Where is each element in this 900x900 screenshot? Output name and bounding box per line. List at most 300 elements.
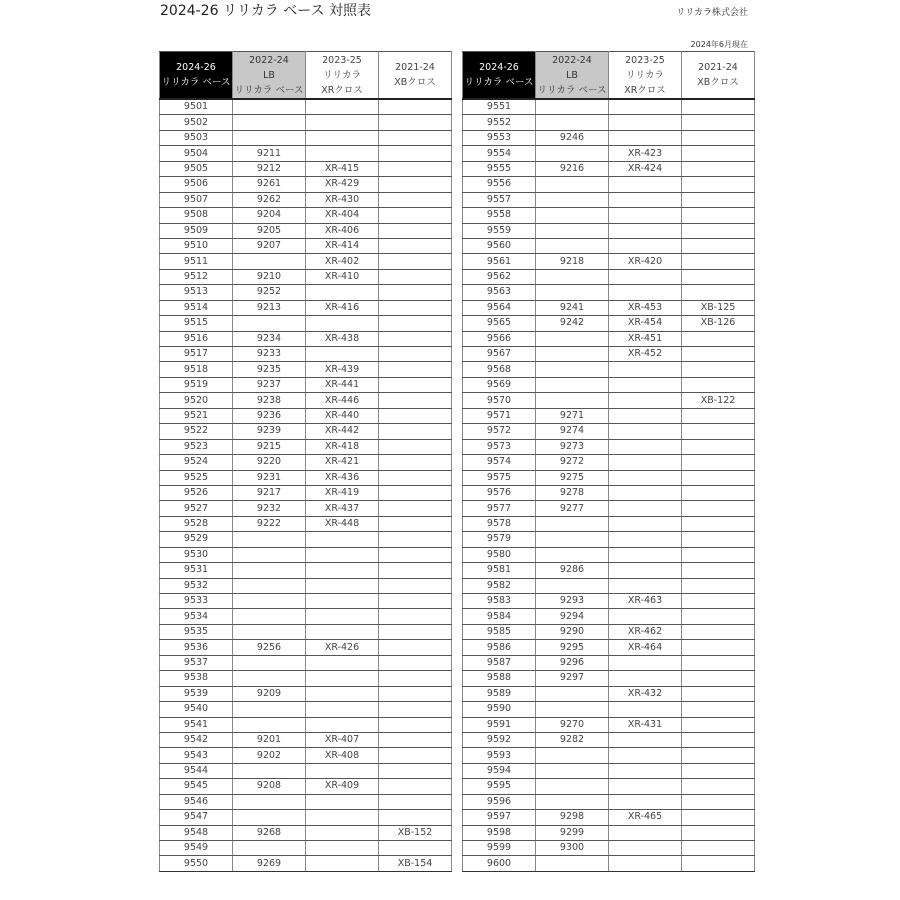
cell-xb-2021-24 bbox=[379, 578, 452, 593]
cell-xr-2023-25: XR-426 bbox=[306, 640, 379, 655]
cell-base-2024-26: 9526 bbox=[160, 485, 233, 500]
table-row bbox=[463, 285, 755, 300]
cell-xr-2023-25 bbox=[609, 841, 682, 856]
cell-xr-2023-25 bbox=[306, 609, 379, 624]
cell-xb-2021-24 bbox=[379, 115, 452, 130]
table-row bbox=[160, 316, 452, 331]
cell-lb-2022-24 bbox=[233, 254, 306, 269]
table-row bbox=[463, 455, 755, 470]
table-row bbox=[463, 192, 755, 207]
cell-xb-2021-24 bbox=[682, 732, 755, 747]
table-row bbox=[160, 516, 452, 531]
cell-xr-2023-25 bbox=[609, 269, 682, 284]
cell-xr-2023-25 bbox=[609, 455, 682, 470]
cell-xb-2021-24 bbox=[379, 501, 452, 516]
cell-xb-2021-24 bbox=[682, 516, 755, 531]
table-row bbox=[160, 177, 452, 192]
table-row bbox=[160, 686, 452, 701]
table-row bbox=[160, 779, 452, 794]
table-row bbox=[160, 99, 452, 115]
cell-xb-2021-24 bbox=[379, 686, 452, 701]
header-line: リリカラ bbox=[626, 69, 664, 81]
cell-xr-2023-25 bbox=[609, 748, 682, 763]
cell-lb-2022-24 bbox=[536, 269, 609, 284]
header-base-2024-26 bbox=[160, 52, 233, 100]
cell-xb-2021-24 bbox=[682, 115, 755, 130]
cell-xr-2023-25 bbox=[609, 99, 682, 115]
cell-lb-2022-24 bbox=[233, 810, 306, 825]
table-row bbox=[463, 99, 755, 115]
cell-base-2024-26: 9571 bbox=[463, 408, 536, 423]
table-row bbox=[463, 146, 755, 161]
cell-base-2024-26: 9581 bbox=[463, 563, 536, 578]
cell-lb-2022-24: 9277 bbox=[536, 501, 609, 516]
cell-lb-2022-24 bbox=[233, 99, 306, 115]
table-row bbox=[463, 238, 755, 253]
cell-lb-2022-24 bbox=[233, 130, 306, 145]
cell-base-2024-26: 9522 bbox=[160, 424, 233, 439]
cell-xr-2023-25: XR-438 bbox=[306, 331, 379, 346]
cell-base-2024-26: 9509 bbox=[160, 223, 233, 238]
cell-base-2024-26: 9518 bbox=[160, 362, 233, 377]
header-xr-2023-25 bbox=[306, 52, 379, 100]
cell-xb-2021-24 bbox=[379, 146, 452, 161]
table-row bbox=[160, 223, 452, 238]
cell-xr-2023-25: XR-441 bbox=[306, 377, 379, 392]
table-row bbox=[463, 408, 755, 423]
cell-lb-2022-24: 9210 bbox=[233, 269, 306, 284]
cell-xb-2021-24 bbox=[682, 825, 755, 840]
cell-base-2024-26: 9590 bbox=[463, 702, 536, 717]
cell-base-2024-26: 9536 bbox=[160, 640, 233, 655]
cell-base-2024-26: 9538 bbox=[160, 671, 233, 686]
table-row bbox=[160, 856, 452, 871]
cell-xb-2021-24 bbox=[379, 810, 452, 825]
cell-lb-2022-24 bbox=[233, 316, 306, 331]
cell-xr-2023-25: XR-420 bbox=[609, 254, 682, 269]
cell-xr-2023-25 bbox=[306, 285, 379, 300]
cell-lb-2022-24: 9205 bbox=[233, 223, 306, 238]
cell-xb-2021-24 bbox=[379, 779, 452, 794]
table-row bbox=[463, 377, 755, 392]
cell-xb-2021-24 bbox=[379, 347, 452, 362]
cell-xb-2021-24 bbox=[379, 470, 452, 485]
cell-base-2024-26: 9514 bbox=[160, 300, 233, 315]
cell-xb-2021-24 bbox=[682, 254, 755, 269]
cell-lb-2022-24 bbox=[233, 655, 306, 670]
cell-base-2024-26: 9534 bbox=[160, 609, 233, 624]
cell-base-2024-26: 9528 bbox=[160, 516, 233, 531]
table-row bbox=[463, 609, 755, 624]
table-row bbox=[463, 177, 755, 192]
cell-base-2024-26: 9568 bbox=[463, 362, 536, 377]
cell-xb-2021-24 bbox=[682, 331, 755, 346]
cell-lb-2022-24: 9215 bbox=[233, 439, 306, 454]
cell-xr-2023-25: XR-430 bbox=[306, 192, 379, 207]
table-row bbox=[463, 794, 755, 809]
cell-base-2024-26: 9533 bbox=[160, 594, 233, 609]
table-row bbox=[463, 300, 755, 315]
table-row bbox=[463, 547, 755, 562]
comparison-table-right bbox=[462, 51, 755, 872]
header-xb-2021-24 bbox=[682, 52, 755, 100]
table-row bbox=[160, 393, 452, 408]
cell-xb-2021-24 bbox=[682, 285, 755, 300]
cell-xr-2023-25: XR-431 bbox=[609, 717, 682, 732]
cell-xr-2023-25 bbox=[306, 856, 379, 871]
cell-lb-2022-24 bbox=[233, 532, 306, 547]
cell-lb-2022-24 bbox=[233, 578, 306, 593]
cell-xb-2021-24 bbox=[379, 362, 452, 377]
cell-xr-2023-25 bbox=[306, 594, 379, 609]
cell-xr-2023-25 bbox=[609, 671, 682, 686]
cell-base-2024-26: 9513 bbox=[160, 285, 233, 300]
cell-base-2024-26: 9583 bbox=[463, 594, 536, 609]
cell-lb-2022-24 bbox=[536, 331, 609, 346]
cell-lb-2022-24: 9208 bbox=[233, 779, 306, 794]
table-row bbox=[160, 192, 452, 207]
cell-xr-2023-25: XR-452 bbox=[609, 347, 682, 362]
cell-xb-2021-24 bbox=[379, 377, 452, 392]
cell-xr-2023-25 bbox=[306, 717, 379, 732]
cell-xr-2023-25: XR-453 bbox=[609, 300, 682, 315]
cell-xb-2021-24 bbox=[379, 563, 452, 578]
cell-lb-2022-24 bbox=[233, 594, 306, 609]
cell-xr-2023-25: XR-424 bbox=[609, 161, 682, 176]
cell-xb-2021-24 bbox=[379, 254, 452, 269]
cell-lb-2022-24 bbox=[536, 115, 609, 130]
table-row bbox=[463, 223, 755, 238]
table-row bbox=[160, 547, 452, 562]
cell-xb-2021-24 bbox=[379, 455, 452, 470]
cell-xb-2021-24 bbox=[682, 408, 755, 423]
cell-lb-2022-24: 9256 bbox=[233, 640, 306, 655]
table-row bbox=[463, 624, 755, 639]
cell-lb-2022-24: 9220 bbox=[233, 455, 306, 470]
table-row bbox=[463, 640, 755, 655]
cell-base-2024-26: 9586 bbox=[463, 640, 536, 655]
cell-lb-2022-24: 9213 bbox=[233, 300, 306, 315]
company-name: リリカラ株式会社 bbox=[676, 8, 748, 18]
cell-xb-2021-24 bbox=[682, 810, 755, 825]
table-row bbox=[160, 362, 452, 377]
cell-xb-2021-24 bbox=[682, 223, 755, 238]
header-line: 2021-24 bbox=[395, 62, 435, 73]
cell-xb-2021-24 bbox=[682, 748, 755, 763]
cell-lb-2022-24: 9290 bbox=[536, 624, 609, 639]
cell-xb-2021-24 bbox=[379, 594, 452, 609]
cell-xr-2023-25 bbox=[609, 609, 682, 624]
cell-xr-2023-25 bbox=[609, 485, 682, 500]
cell-xb-2021-24 bbox=[682, 717, 755, 732]
cell-lb-2022-24 bbox=[536, 532, 609, 547]
cell-xr-2023-25 bbox=[609, 223, 682, 238]
cell-lb-2022-24 bbox=[536, 686, 609, 701]
cell-base-2024-26: 9559 bbox=[463, 223, 536, 238]
table-row bbox=[160, 408, 452, 423]
cell-xb-2021-24 bbox=[682, 208, 755, 223]
cell-lb-2022-24 bbox=[536, 547, 609, 562]
cell-base-2024-26: 9507 bbox=[160, 192, 233, 207]
cell-xr-2023-25: XR-432 bbox=[609, 686, 682, 701]
cell-xr-2023-25: XR-440 bbox=[306, 408, 379, 423]
cell-xb-2021-24 bbox=[379, 238, 452, 253]
cell-lb-2022-24: 9269 bbox=[233, 856, 306, 871]
cell-xr-2023-25 bbox=[306, 146, 379, 161]
cell-lb-2022-24: 9298 bbox=[536, 810, 609, 825]
cell-xr-2023-25: XR-451 bbox=[609, 331, 682, 346]
table-row bbox=[160, 439, 452, 454]
cell-xr-2023-25 bbox=[609, 115, 682, 130]
cell-base-2024-26: 9516 bbox=[160, 331, 233, 346]
table-row bbox=[160, 841, 452, 856]
table-row bbox=[463, 841, 755, 856]
cell-base-2024-26: 9503 bbox=[160, 130, 233, 145]
cell-lb-2022-24 bbox=[536, 856, 609, 871]
cell-base-2024-26: 9554 bbox=[463, 146, 536, 161]
cell-base-2024-26: 9502 bbox=[160, 115, 233, 130]
cell-xr-2023-25 bbox=[609, 563, 682, 578]
cell-base-2024-26: 9529 bbox=[160, 532, 233, 547]
cell-lb-2022-24 bbox=[233, 702, 306, 717]
cell-lb-2022-24: 9270 bbox=[536, 717, 609, 732]
cell-base-2024-26: 9540 bbox=[160, 702, 233, 717]
header-line: XBクロス bbox=[697, 77, 739, 88]
cell-xb-2021-24 bbox=[379, 485, 452, 500]
cell-xr-2023-25 bbox=[306, 347, 379, 362]
cell-xb-2021-24 bbox=[379, 532, 452, 547]
table-row bbox=[160, 424, 452, 439]
cell-lb-2022-24: 9222 bbox=[233, 516, 306, 531]
cell-base-2024-26: 9553 bbox=[463, 130, 536, 145]
table-row bbox=[160, 254, 452, 269]
cell-xr-2023-25 bbox=[306, 671, 379, 686]
cell-xb-2021-24 bbox=[379, 300, 452, 315]
cell-xr-2023-25 bbox=[306, 624, 379, 639]
table-row bbox=[160, 609, 452, 624]
table-row bbox=[463, 779, 755, 794]
table-row bbox=[160, 794, 452, 809]
cell-xb-2021-24 bbox=[379, 331, 452, 346]
cell-base-2024-26: 9521 bbox=[160, 408, 233, 423]
cell-lb-2022-24 bbox=[536, 702, 609, 717]
cell-base-2024-26: 9517 bbox=[160, 347, 233, 362]
cell-xr-2023-25 bbox=[609, 732, 682, 747]
table-row bbox=[463, 578, 755, 593]
cell-base-2024-26: 9556 bbox=[463, 177, 536, 192]
table-row bbox=[160, 717, 452, 732]
cell-base-2024-26: 9506 bbox=[160, 177, 233, 192]
header-line: 2022-24 bbox=[552, 54, 592, 66]
table-row bbox=[160, 269, 452, 284]
table-row bbox=[160, 640, 452, 655]
cell-xr-2023-25 bbox=[609, 516, 682, 531]
cell-xb-2021-24 bbox=[379, 130, 452, 145]
cell-xb-2021-24 bbox=[379, 161, 452, 176]
cell-base-2024-26: 9532 bbox=[160, 578, 233, 593]
cell-xb-2021-24 bbox=[682, 609, 755, 624]
cell-xb-2021-24 bbox=[682, 841, 755, 856]
cell-base-2024-26: 9504 bbox=[160, 146, 233, 161]
table-row bbox=[463, 594, 755, 609]
table-row bbox=[160, 810, 452, 825]
cell-xb-2021-24 bbox=[379, 208, 452, 223]
cell-xb-2021-24 bbox=[682, 362, 755, 377]
cell-base-2024-26: 9551 bbox=[463, 99, 536, 115]
cell-xr-2023-25 bbox=[306, 99, 379, 115]
cell-base-2024-26: 9520 bbox=[160, 393, 233, 408]
cell-xr-2023-25: XR-446 bbox=[306, 393, 379, 408]
table-row bbox=[463, 748, 755, 763]
cell-lb-2022-24 bbox=[233, 794, 306, 809]
table-row bbox=[463, 655, 755, 670]
table-row bbox=[160, 594, 452, 609]
cell-xb-2021-24 bbox=[379, 732, 452, 747]
cell-lb-2022-24: 9274 bbox=[536, 424, 609, 439]
cell-lb-2022-24 bbox=[536, 238, 609, 253]
cell-base-2024-26: 9547 bbox=[160, 810, 233, 825]
cell-xr-2023-25 bbox=[609, 377, 682, 392]
table-row bbox=[160, 825, 452, 840]
cell-base-2024-26: 9599 bbox=[463, 841, 536, 856]
cell-base-2024-26: 9550 bbox=[160, 856, 233, 871]
cell-lb-2022-24: 9241 bbox=[536, 300, 609, 315]
cell-xb-2021-24 bbox=[379, 748, 452, 763]
cell-lb-2022-24 bbox=[233, 547, 306, 562]
table-row bbox=[463, 686, 755, 701]
cell-xb-2021-24 bbox=[682, 377, 755, 392]
cell-base-2024-26: 9593 bbox=[463, 748, 536, 763]
table-row bbox=[160, 455, 452, 470]
table-row bbox=[160, 702, 452, 717]
cell-lb-2022-24 bbox=[536, 794, 609, 809]
as-of-date: 2024年6月現在 bbox=[690, 40, 748, 49]
cell-base-2024-26: 9523 bbox=[160, 439, 233, 454]
cell-lb-2022-24 bbox=[536, 177, 609, 192]
cell-xb-2021-24 bbox=[682, 640, 755, 655]
cell-xr-2023-25 bbox=[306, 578, 379, 593]
cell-lb-2022-24: 9275 bbox=[536, 470, 609, 485]
table-row bbox=[160, 208, 452, 223]
cell-lb-2022-24: 9201 bbox=[233, 732, 306, 747]
cell-base-2024-26: 9563 bbox=[463, 285, 536, 300]
cell-xb-2021-24 bbox=[379, 640, 452, 655]
cell-base-2024-26: 9537 bbox=[160, 655, 233, 670]
cell-xr-2023-25 bbox=[306, 702, 379, 717]
table-row bbox=[160, 501, 452, 516]
cell-base-2024-26: 9524 bbox=[160, 455, 233, 470]
table-row bbox=[463, 161, 755, 176]
cell-base-2024-26: 9519 bbox=[160, 377, 233, 392]
cell-base-2024-26: 9561 bbox=[463, 254, 536, 269]
cell-xr-2023-25 bbox=[609, 779, 682, 794]
cell-base-2024-26: 9546 bbox=[160, 794, 233, 809]
cell-xb-2021-24 bbox=[682, 563, 755, 578]
table-row bbox=[463, 516, 755, 531]
cell-xr-2023-25 bbox=[609, 408, 682, 423]
cell-xr-2023-25: XR-448 bbox=[306, 516, 379, 531]
cell-xr-2023-25 bbox=[609, 208, 682, 223]
cell-xr-2023-25: XR-418 bbox=[306, 439, 379, 454]
cell-base-2024-26: 9555 bbox=[463, 161, 536, 176]
header-base-2024-26 bbox=[463, 52, 536, 100]
cell-base-2024-26: 9562 bbox=[463, 269, 536, 284]
table-row bbox=[463, 254, 755, 269]
cell-base-2024-26: 9549 bbox=[160, 841, 233, 856]
table-row bbox=[463, 825, 755, 840]
table-row bbox=[160, 238, 452, 253]
cell-base-2024-26: 9580 bbox=[463, 547, 536, 562]
cell-xb-2021-24 bbox=[682, 146, 755, 161]
cell-lb-2022-24: 9246 bbox=[536, 130, 609, 145]
cell-xb-2021-24 bbox=[682, 238, 755, 253]
cell-xb-2021-24 bbox=[682, 624, 755, 639]
cell-xb-2021-24 bbox=[379, 99, 452, 115]
cell-base-2024-26: 9572 bbox=[463, 424, 536, 439]
cell-xb-2021-24 bbox=[682, 424, 755, 439]
cell-xr-2023-25: XR-437 bbox=[306, 501, 379, 516]
cell-xr-2023-25: XR-409 bbox=[306, 779, 379, 794]
cell-xr-2023-25: XR-464 bbox=[609, 640, 682, 655]
cell-lb-2022-24 bbox=[536, 347, 609, 362]
cell-base-2024-26: 9596 bbox=[463, 794, 536, 809]
header-line: 2023-25 bbox=[322, 54, 362, 66]
cell-xr-2023-25: XR-404 bbox=[306, 208, 379, 223]
cell-base-2024-26: 9570 bbox=[463, 393, 536, 408]
header-line: 2021-24 bbox=[698, 62, 738, 73]
cell-xb-2021-24 bbox=[682, 177, 755, 192]
cell-lb-2022-24 bbox=[536, 779, 609, 794]
cell-xr-2023-25 bbox=[306, 115, 379, 130]
cell-lb-2022-24 bbox=[233, 717, 306, 732]
header-xb-2021-24 bbox=[379, 52, 452, 100]
cell-lb-2022-24: 9297 bbox=[536, 671, 609, 686]
table-row bbox=[160, 146, 452, 161]
header-line: リリカラ ベース bbox=[464, 77, 534, 88]
cell-lb-2022-24 bbox=[233, 624, 306, 639]
cell-xb-2021-24 bbox=[682, 439, 755, 454]
table-row bbox=[160, 331, 452, 346]
cell-lb-2022-24: 9273 bbox=[536, 439, 609, 454]
cell-xr-2023-25 bbox=[306, 655, 379, 670]
table-row bbox=[463, 208, 755, 223]
cell-xr-2023-25: XR-419 bbox=[306, 485, 379, 500]
cell-xb-2021-24 bbox=[379, 841, 452, 856]
cell-xb-2021-24 bbox=[379, 285, 452, 300]
cell-xb-2021-24: XB-152 bbox=[379, 825, 452, 840]
cell-xr-2023-25 bbox=[609, 501, 682, 516]
cell-xr-2023-25 bbox=[609, 547, 682, 562]
cell-xb-2021-24 bbox=[682, 763, 755, 778]
cell-base-2024-26: 9595 bbox=[463, 779, 536, 794]
cell-xr-2023-25 bbox=[609, 130, 682, 145]
cell-base-2024-26: 9510 bbox=[160, 238, 233, 253]
cell-xr-2023-25 bbox=[306, 316, 379, 331]
cell-base-2024-26: 9544 bbox=[160, 763, 233, 778]
cell-xb-2021-24 bbox=[682, 702, 755, 717]
cell-lb-2022-24: 9261 bbox=[233, 177, 306, 192]
cell-lb-2022-24: 9234 bbox=[233, 331, 306, 346]
cell-xb-2021-24 bbox=[682, 794, 755, 809]
cell-base-2024-26: 9600 bbox=[463, 856, 536, 871]
cell-xb-2021-24 bbox=[379, 393, 452, 408]
cell-lb-2022-24 bbox=[536, 578, 609, 593]
cell-xr-2023-25 bbox=[609, 578, 682, 593]
cell-lb-2022-24: 9252 bbox=[233, 285, 306, 300]
header-line: 2022-24 bbox=[249, 54, 289, 66]
cell-xb-2021-24 bbox=[682, 161, 755, 176]
table-row bbox=[160, 485, 452, 500]
